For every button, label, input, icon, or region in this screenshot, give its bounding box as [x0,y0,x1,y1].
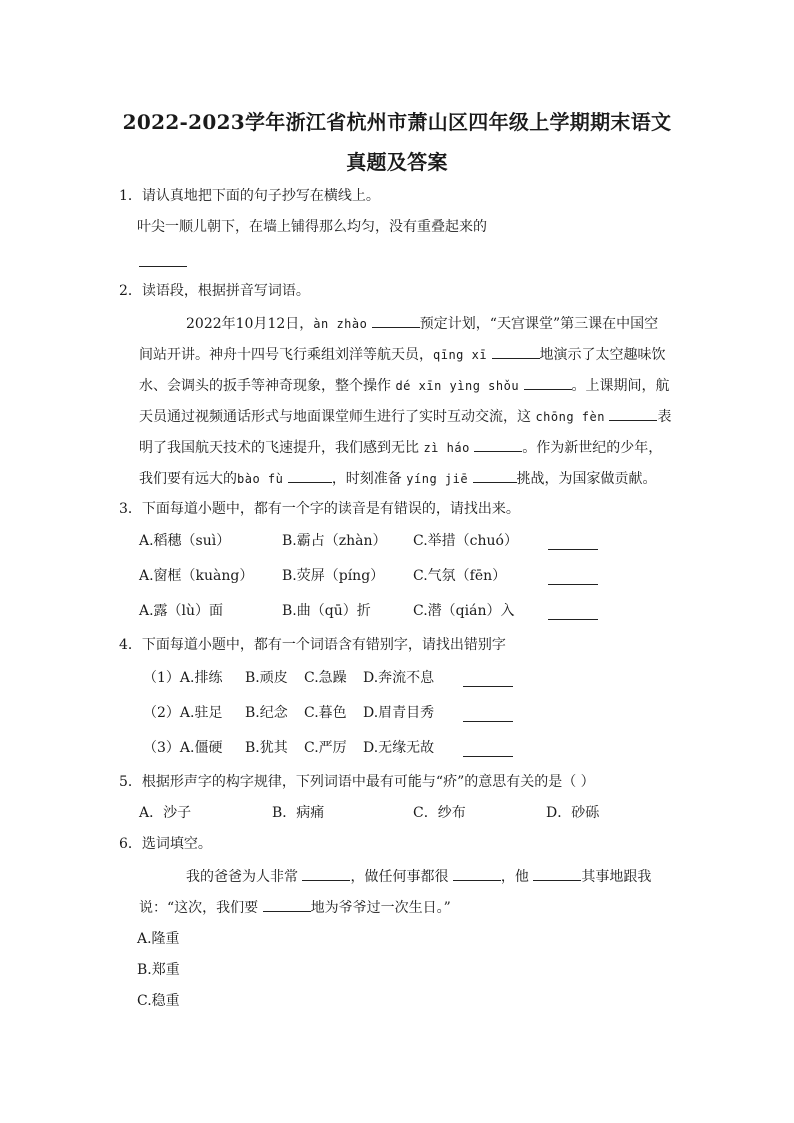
pinyin: chōng fèn [535,410,605,424]
q1-sentence: 叶尖一顺儿朝下，在墙上铺得那么均匀，没有重叠起来的 [137,219,487,235]
q5-option-a[interactable]: A．沙子 [139,805,192,821]
q2-text: 预定计划，“天宫课堂”第三课在中国空 [419,316,659,332]
q2-text: 地演示了太空趣味饮 [539,347,666,363]
q4-row2-option-d[interactable]: D.眉青目秀 [363,705,435,721]
q3-row1-option-c[interactable]: C.举措（chuó） [413,533,518,549]
q2-text: 。作为新世纪的少年， [522,440,663,456]
q3-row1-option-b[interactable]: B.霸占（zhàn） [282,533,387,549]
q4-row3-option-a[interactable]: （3）A.僵硬 [143,740,223,756]
q3-row3-option-a[interactable]: A.露（lù）面 [139,603,224,619]
answer-blank[interactable] [453,866,501,881]
q2-text: 。上课期间，航 [571,378,670,394]
q2-text: ，时刻准备 [331,471,402,487]
pinyin: bào fù [237,472,284,486]
q3-row2-option-c[interactable]: C.气氛（fēn） [413,568,507,584]
q4-row2-option-c[interactable]: C.暮色 [304,705,347,721]
q4-row1-option-d[interactable]: D.奔流不息 [363,670,435,686]
q5-option-c[interactable]: C．纱布 [413,805,466,821]
q4-row2-option-b[interactable]: B.纪念 [245,705,288,721]
q4-row1-answer-line[interactable] [463,685,513,687]
q4-row2-option-a[interactable]: （2）A.驻足 [143,705,223,721]
q5-stem: 5．根据形声字的构字规律，下列词语中最有可能与“疥”的意思有关的是（ ） [119,774,595,790]
q4-row3-option-c[interactable]: C.严厉 [304,740,347,756]
q6-text: ，做任何事都很 [350,869,449,885]
q6-option-b[interactable]: B.郑重 [137,962,180,978]
q4-row2-answer-line[interactable] [463,720,513,722]
q2-text: 明了我国航天技术的飞速提升，我们感到无比 [139,440,419,456]
page-title: 2022-2023学年浙江省杭州市萧山区四年级上学期期末语文 [122,110,672,134]
pinyin: yíng jiē [406,472,469,486]
q3-stem: 3．下面每道小题中，都有一个字的读音是有错误的，请找出来。 [119,501,520,517]
q3-row3-option-c[interactable]: C.潜（qián）入 [413,603,515,619]
q2-text: 间站开讲。神舟十四号飞行乘组刘洋等航天员， [139,347,433,363]
q1-answer-line[interactable] [139,265,187,267]
q3-row3-answer-line[interactable] [548,618,598,620]
answer-blank[interactable] [302,866,350,881]
pinyin: qīng xī [433,348,488,362]
q4-stem: 4．下面每道小题中，都有一个词语含有错别字，请找出错别字 [119,637,506,653]
q4-row3-option-d[interactable]: D.无缘无故 [363,740,435,756]
q4-row1-option-b[interactable]: B.顽皮 [245,670,288,686]
q3-row2-option-b[interactable]: B.荧屏（píng） [282,568,385,584]
q1-stem: 1．请认真地把下面的句子抄写在横线上。 [119,188,380,204]
pinyin: zì háo [423,441,470,455]
q4-row1-option-c[interactable]: C.急躁 [304,670,347,686]
q6-stem: 6．选词填空。 [119,836,212,852]
q5-option-d[interactable]: D．砂砾 [546,805,600,821]
q2-line-5 [139,437,662,457]
q6-option-c[interactable]: C.稳重 [137,993,180,1009]
q2-text: 水、会调头的扳手等神奇现象，整个操作 [139,378,391,394]
answer-blank[interactable] [609,406,657,421]
answer-blank[interactable] [524,375,572,390]
pinyin: dé xīn yìng shǒu [395,379,520,393]
answer-blank[interactable] [473,468,517,483]
answer-blank[interactable] [288,468,332,483]
q6-text: 我的爸爸为人非常 [186,869,298,885]
page-title-line2: 真题及答案 [346,150,448,174]
q2-line-3 [139,375,670,395]
q2-text: 挑战，为国家做贡献。 [516,471,657,487]
q2-stem: 2．读语段，根据拼音写词语。 [119,283,310,299]
q2-text: 表 [657,409,672,425]
q3-row2-answer-line[interactable] [548,583,598,585]
q2-text: 我们要有远大的 [139,471,237,487]
answer-blank[interactable] [533,866,581,881]
q3-row1-answer-line[interactable] [548,548,598,550]
q2-text: 天员通过视频通话形式与地面课堂师生进行了实时互动交流，这 [139,409,531,425]
q5-option-b[interactable]: B．病痛 [272,805,325,821]
answer-blank[interactable] [474,437,522,452]
q6-text: 说：“这次，我们要 [139,900,259,916]
answer-blank[interactable] [372,313,420,328]
q2-line-4 [139,406,671,426]
q3-row3-option-b[interactable]: B.曲（qū）折 [282,603,371,619]
q2-line-6 [139,468,657,488]
q4-row1-option-a[interactable]: （1）A.排练 [143,670,223,686]
q6-line-2 [139,897,451,917]
q3-row2-option-a[interactable]: A.窗框（kuàng） [139,568,254,584]
q4-row3-answer-line[interactable] [463,755,513,757]
q6-text: ，他 [500,869,529,885]
q3-row1-option-a[interactable]: A.稻穗（suì） [139,533,231,549]
pinyin: àn zhào [313,317,368,331]
q6-text: 地为爷爷过一次生日。” [310,900,451,916]
q6-text: 其事地跟我 [581,869,652,885]
q2-text: 2022年10月12日， [186,316,314,332]
q2-line-1 [186,313,658,333]
answer-blank[interactable] [263,897,311,912]
q6-option-a[interactable]: A.隆重 [137,931,180,947]
q6-line-1 [186,866,651,886]
q2-line-2 [139,344,666,364]
q4-row3-option-b[interactable]: B.犹其 [245,740,288,756]
answer-blank[interactable] [492,344,540,359]
